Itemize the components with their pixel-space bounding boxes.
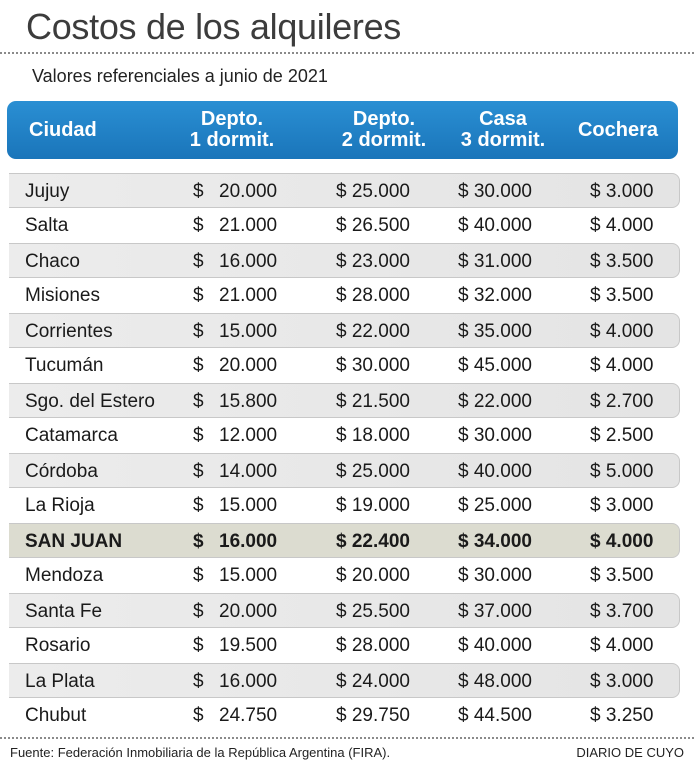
city-cell: Chubut [25,705,87,726]
currency-symbol: $ [193,321,204,342]
depto-2-cell: $ 28.000 [336,285,410,306]
city-cell: Jujuy [25,181,70,202]
casa-3-cell: $ 34.000 [458,531,532,552]
depto-1-cell: 21.000 [219,215,278,236]
table-row [9,628,680,663]
city-cell: Corrientes [25,321,113,342]
casa-3-cell: $ 31.000 [458,251,532,272]
depto-2-cell: $ 25.000 [336,461,410,482]
table-row [9,558,680,593]
cochera-cell: $ 2.500 [590,425,654,446]
casa-3-cell: $ 30.000 [458,181,532,202]
depto-2-cell: $ 23.000 [336,251,410,272]
depto-2-cell: $ 29.750 [336,705,410,726]
dotted-divider-bottom [0,737,694,739]
city-cell: Misiones [25,285,100,306]
header-depto-2-line1: Depto. [352,108,416,130]
casa-3-cell: $ 37.000 [458,601,532,622]
table-row [9,243,680,278]
depto-1-cell: 21.000 [219,285,278,306]
table-row [9,523,680,558]
header-casa-3 [443,101,563,159]
city-cell: Mendoza [25,565,104,586]
casa-3-cell: $ 44.500 [458,705,532,726]
city-cell: Salta [25,215,69,236]
depto-2-cell: $ 20.000 [336,565,410,586]
header-casa-3-line1: Casa [479,108,527,130]
depto-2-cell: $ 18.000 [336,425,410,446]
currency-symbol: $ [193,355,204,376]
depto-2-cell: $ 25.000 [336,181,410,202]
depto-1-cell: 16.000 [219,671,278,692]
table-row [9,593,680,628]
table-row [9,488,680,523]
table-row [9,348,680,383]
city-cell: Chaco [25,251,80,272]
header-depto-2-line2: 2 dormit. [341,129,427,151]
currency-symbol: $ [193,601,204,622]
header-depto-1-line2: 1 dormit. [189,129,275,151]
table-header [7,101,678,159]
casa-3-cell: $ 25.000 [458,495,532,516]
table-row [9,173,680,208]
city-cell: SAN JUAN [25,531,123,552]
casa-3-cell: $ 40.000 [458,461,532,482]
table-row [9,663,680,698]
currency-symbol: $ [193,671,204,692]
cochera-cell: $ 4.000 [590,635,654,656]
table-row [9,453,680,488]
currency-symbol: $ [193,565,204,586]
currency-symbol: $ [193,461,204,482]
depto-1-cell: 16.000 [219,531,278,552]
cochera-cell: $ 3.500 [590,285,654,306]
depto-2-cell: $ 22.000 [336,321,410,342]
header-depto-1 [177,101,287,159]
table-row [9,418,680,453]
currency-symbol: $ [193,495,204,516]
casa-3-cell: $ 30.000 [458,565,532,586]
casa-3-cell: $ 40.000 [458,215,532,236]
currency-symbol: $ [193,635,204,656]
cochera-cell: $ 3.000 [590,495,654,516]
header-depto-1-line1: Depto. [200,108,264,130]
depto-1-cell: 16.000 [219,251,278,272]
currency-symbol: $ [193,181,204,202]
depto-1-cell: 15.000 [219,495,278,516]
casa-3-cell: $ 35.000 [458,321,532,342]
cochera-cell: $ 2.700 [590,391,654,412]
depto-2-cell: $ 24.000 [336,671,410,692]
cochera-cell: $ 3.250 [590,705,654,726]
cochera-cell: $ 4.000 [590,531,654,552]
depto-1-cell: 20.000 [219,601,278,622]
depto-1-cell: 14.000 [219,461,278,482]
casa-3-cell: $ 30.000 [458,425,532,446]
cochera-cell: $ 3.500 [590,565,654,586]
table-row [9,698,680,733]
casa-3-cell: $ 48.000 [458,671,532,692]
depto-1-cell: 12.000 [219,425,278,446]
depto-2-cell: $ 26.500 [336,215,410,236]
depto-2-cell: $ 22.400 [336,531,410,552]
subtitle: Valores referenciales a junio de 2021 [32,66,328,86]
depto-1-cell: 15.000 [219,321,278,342]
source-note: Fuente: Federación Inmobiliaria de la República Argentina (FIRA). [10,745,391,760]
cochera-cell: $ 3.500 [590,251,654,272]
depto-1-cell: 20.000 [219,355,278,376]
currency-symbol: $ [193,251,204,272]
currency-symbol: $ [193,705,204,726]
cochera-cell: $ 3.700 [590,601,654,622]
header-depto-2 [324,101,444,159]
cochera-cell: $ 4.000 [590,321,654,342]
header-city: Ciudad [29,118,97,141]
currency-symbol: $ [193,215,204,236]
cochera-cell: $ 3.000 [590,671,654,692]
header-casa-3-line2: 3 dormit. [460,129,546,151]
depto-2-cell: $ 21.500 [336,391,410,412]
city-cell: Sgo. del Estero [25,391,155,412]
city-cell: Catamarca [25,425,118,446]
currency-symbol: $ [193,285,204,306]
city-cell: La Rioja [25,495,95,516]
table-row [9,383,680,418]
depto-2-cell: $ 19.000 [336,495,410,516]
header-cochera: Cochera [577,118,659,141]
casa-3-cell: $ 32.000 [458,285,532,306]
depto-1-cell: 19.500 [219,635,278,656]
casa-3-cell: $ 22.000 [458,391,532,412]
page-title: Costos de los alquileres [26,6,402,47]
casa-3-cell: $ 40.000 [458,635,532,656]
casa-3-cell: $ 45.000 [458,355,532,376]
city-cell: Rosario [25,635,91,656]
depto-1-cell: 15.000 [219,565,278,586]
city-cell: Córdoba [25,461,98,482]
currency-symbol: $ [193,391,204,412]
cochera-cell: $ 3.000 [590,181,654,202]
table-row [9,313,680,348]
cochera-cell: $ 4.000 [590,355,654,376]
depto-1-cell: 15.800 [219,391,278,412]
cochera-cell: $ 5.000 [590,461,654,482]
depto-1-cell: 20.000 [219,181,278,202]
dotted-divider-top [0,52,694,54]
table-row [9,208,680,243]
depto-2-cell: $ 28.000 [336,635,410,656]
currency-symbol: $ [193,531,204,552]
depto-1-cell: 24.750 [219,705,278,726]
depto-2-cell: $ 25.500 [336,601,410,622]
cochera-cell: $ 4.000 [590,215,654,236]
table-body [9,173,680,733]
city-cell: La Plata [25,671,95,692]
table-row [9,278,680,313]
currency-symbol: $ [193,425,204,446]
city-cell: Santa Fe [25,601,103,622]
brand-credit: DIARIO DE CUYO [576,745,684,760]
city-cell: Tucumán [25,355,104,376]
depto-2-cell: $ 30.000 [336,355,410,376]
